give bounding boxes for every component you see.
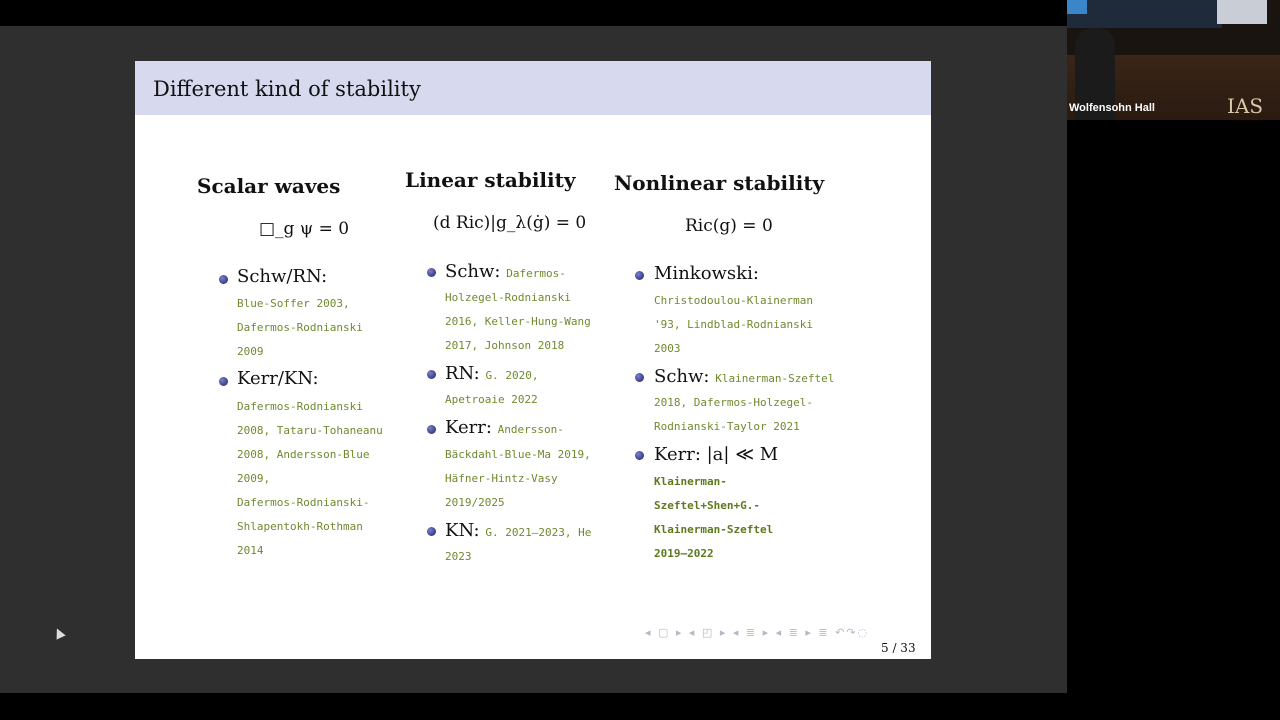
- ref-line: 2008, Andersson-Blue: [237, 448, 370, 461]
- ref-line: Klainerman-Szeftel: [654, 523, 774, 536]
- ref-inline: G. 2021–2023, He: [485, 526, 592, 539]
- bullet-icon: [635, 373, 644, 382]
- equation-text: Ric(g) = 0: [685, 216, 773, 236]
- ref-inline: Dafermos-: [506, 267, 566, 280]
- column-title-linear-stability: Linear stability: [405, 168, 576, 192]
- ref-line: 2019–2022: [654, 547, 714, 560]
- ref-line: Holzegel-Rodnianski: [445, 291, 571, 304]
- ref-inline: Klainerman-Szeftel: [715, 372, 835, 385]
- column-title-scalar-waves: Scalar waves: [197, 174, 341, 198]
- projector-screen: [1067, 0, 1222, 28]
- ias-logo: IAS: [1227, 94, 1264, 118]
- slide-page-number: 5 / 33: [881, 641, 916, 655]
- bullet-icon: [427, 268, 436, 277]
- bullet-head-schw-rn: Schw/RN:: [237, 266, 328, 287]
- bullet-icon: [635, 451, 644, 460]
- bullet-head-schw-nonlinear: [654, 366, 834, 387]
- ref-line: Dafermos-Rodnianski: [237, 321, 363, 334]
- ref-line: 2008, Tataru-Tohaneanu: [237, 424, 383, 437]
- bullet-icon: [427, 527, 436, 536]
- ref-inline: Andersson-: [497, 423, 564, 436]
- ref-list: [445, 545, 472, 569]
- ref-line: 2014: [237, 544, 264, 557]
- ref-line: 2023: [445, 550, 472, 563]
- bullet-head-kerr-nonlinear: Kerr: |a| ≪ M: [654, 444, 779, 465]
- bullet-icon: [427, 425, 436, 434]
- bullet-head-minkowski: Minkowski:: [654, 263, 759, 284]
- equation-einstein: [685, 216, 773, 236]
- ref-list: [654, 289, 813, 361]
- ref-line: 2018, Dafermos-Holzegel-: [654, 396, 813, 409]
- ref-line: 2019/2025: [445, 496, 505, 509]
- equation-text: (d Ric)|g_λ(ġ) = 0: [433, 213, 587, 233]
- bullet-icon: [635, 271, 644, 280]
- ref-line: Bäckdahl-Blue-Ma 2019,: [445, 448, 591, 461]
- bullet-head-text: KN:: [445, 520, 480, 541]
- bullet-head-rn: [445, 363, 538, 384]
- bottom-letterbox: [0, 693, 1280, 720]
- ref-line: Häfner-Hintz-Vasy: [445, 472, 558, 485]
- ref-list: [654, 470, 773, 566]
- ref-list: [445, 286, 591, 358]
- ref-list: [445, 388, 538, 412]
- projector-highlight: [1067, 0, 1087, 14]
- ref-line: 2009: [237, 345, 264, 358]
- bullet-icon: [219, 377, 228, 386]
- equation-wave: [259, 219, 349, 239]
- ref-line: Apetroaie 2022: [445, 393, 538, 406]
- projector-screen-right: [1217, 0, 1267, 24]
- ref-line: 2016, Keller-Hung-Wang: [445, 315, 591, 328]
- slide-title: Different kind of stability: [153, 77, 421, 101]
- ref-list: [654, 391, 813, 439]
- ref-line: Blue-Soffer 2003,: [237, 297, 350, 310]
- bullet-icon: [427, 370, 436, 379]
- ref-line: Dafermos-Rodnianski-: [237, 496, 370, 509]
- equation-linearized: [433, 213, 586, 233]
- bullet-head-kn: [445, 520, 591, 541]
- ref-inline: G. 2020,: [485, 369, 539, 382]
- bullet-head-kerr-kn: Kerr/KN:: [237, 368, 319, 389]
- bullet-head-text: Kerr:: [445, 417, 492, 438]
- ref-line: '93, Lindblad-Rodnianski: [654, 318, 813, 331]
- bullet-head-text: Schw:: [654, 366, 710, 387]
- bullet-icon: [219, 275, 228, 284]
- ref-list: [237, 395, 383, 563]
- bullet-head-text: Schw:: [445, 261, 501, 282]
- ref-line: Szeftel+Shen+G.-: [654, 499, 760, 512]
- ref-line: Klainerman-: [654, 475, 727, 488]
- equation-text: □_g ψ = 0: [259, 219, 350, 239]
- ref-line: Shlapentokh-Rothman: [237, 520, 363, 533]
- camera-label: Wolfensohn Hall: [1069, 102, 1155, 114]
- presentation-slide: [135, 61, 931, 659]
- slide-header: [135, 61, 931, 115]
- ref-line: Dafermos-Rodnianski: [237, 400, 363, 413]
- bullet-head-kerr: [445, 417, 564, 438]
- beamer-navigation-bar[interactable]: ◂ ▢ ▸ ◂ ◰ ▸ ◂ ≣ ▸ ◂ ≣ ▸ ≣ ↶↷◌: [645, 626, 870, 639]
- ref-list: [445, 443, 591, 515]
- ref-line: 2003: [654, 342, 681, 355]
- ref-line: Christodoulou-Klainerman: [654, 294, 813, 307]
- ref-line: 2017, Johnson 2018: [445, 339, 565, 352]
- column-title-nonlinear-stability: Nonlinear stability: [614, 171, 825, 195]
- bullet-head-text: RN:: [445, 363, 480, 384]
- ref-line: Rodnianski-Taylor 2021: [654, 420, 800, 433]
- ref-list: [237, 292, 363, 364]
- speaker-camera-feed: [1067, 0, 1280, 120]
- bullet-head-schw: [445, 261, 566, 282]
- ref-line: 2009,: [237, 472, 271, 485]
